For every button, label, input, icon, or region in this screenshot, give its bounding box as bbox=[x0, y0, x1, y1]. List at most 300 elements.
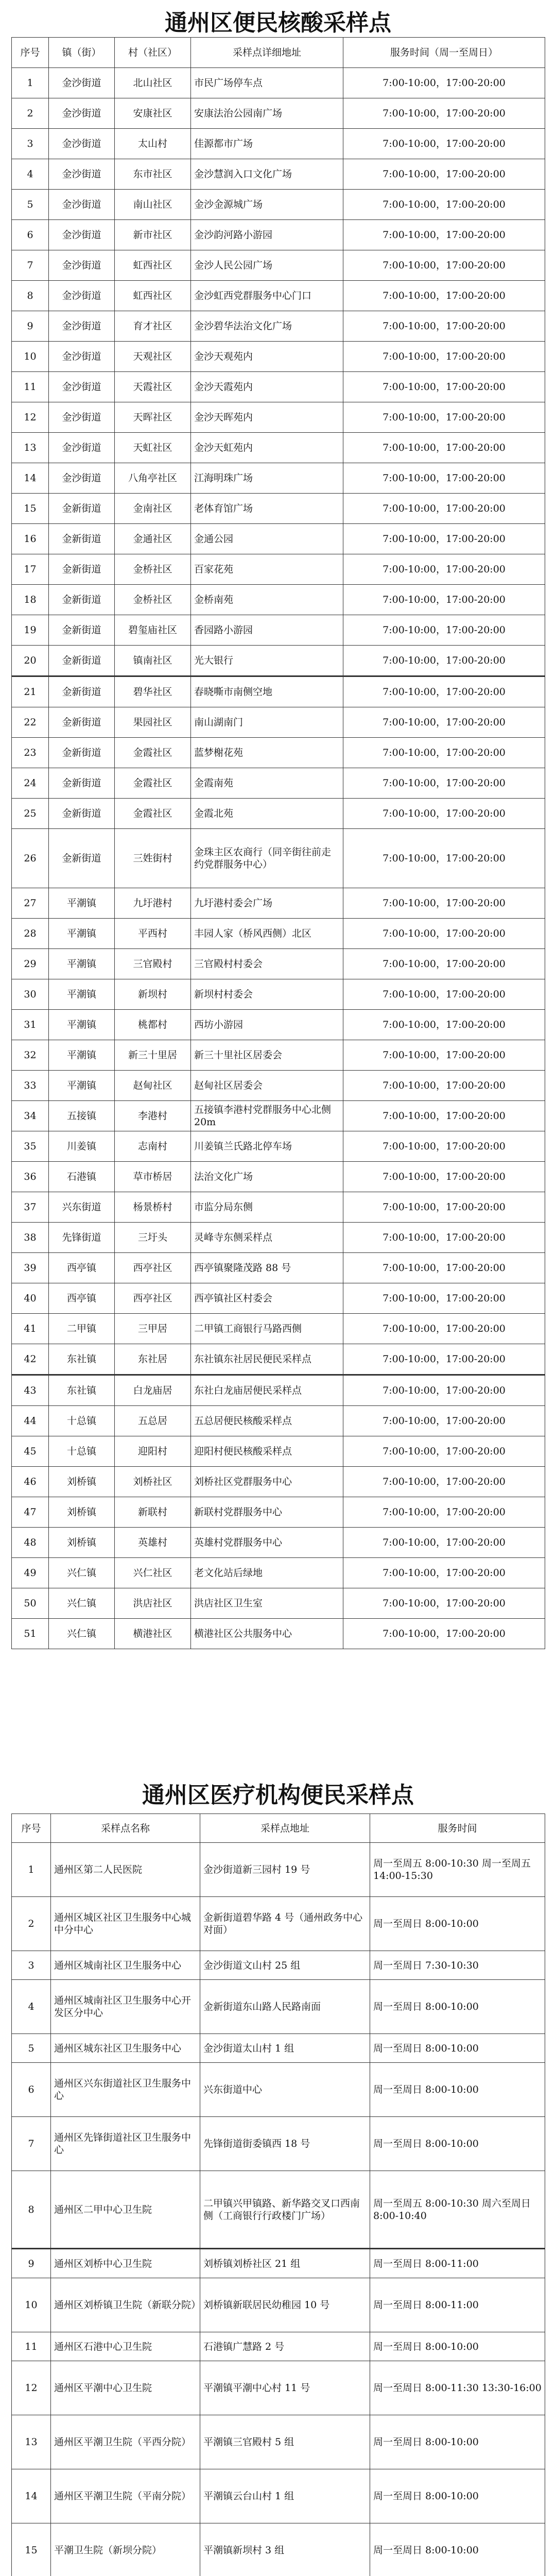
table-cell: 东社白龙庙居便民采样点 bbox=[191, 1375, 343, 1406]
table-cell: 平潮卫生院（新坝分院） bbox=[51, 2523, 200, 2576]
table-cell: 金新街道 bbox=[49, 646, 115, 676]
table-row bbox=[12, 250, 545, 281]
table-cell: 西亭社区 bbox=[115, 1253, 191, 1283]
table-row bbox=[12, 159, 545, 190]
table-cell: 二甲镇 bbox=[49, 1314, 115, 1344]
table-cell: 金沙人民公园广场 bbox=[191, 250, 343, 281]
table-cell: 7:00-10:00，17:00-20:00 bbox=[343, 159, 545, 190]
table-cell: 平潮镇 bbox=[49, 888, 115, 919]
table-cell: 金沙虹西党群服务中心门口 bbox=[191, 281, 343, 311]
table-cell: 5 bbox=[12, 2034, 51, 2063]
column-header: 采样点详细地址 bbox=[191, 38, 343, 68]
table-cell: 十总镇 bbox=[49, 1436, 115, 1467]
table-cell: 安康法治公园南广场 bbox=[191, 98, 343, 129]
table-cell: 西亭镇 bbox=[49, 1283, 115, 1314]
table-cell: 48 bbox=[12, 1528, 49, 1558]
table-cell: 7:00-10:00，17:00-20:00 bbox=[343, 402, 545, 433]
table-cell: 17 bbox=[12, 554, 49, 585]
table-cell: 洪店社区 bbox=[115, 1588, 191, 1619]
table-cell: 安康社区 bbox=[115, 98, 191, 129]
table-cell: 果园社区 bbox=[115, 707, 191, 738]
table-cell: 通州区城南社区卫生服务中心开发区分中心 bbox=[51, 1980, 200, 2034]
table-cell: 平潮镇平潮中心村 11 号 bbox=[200, 2361, 370, 2415]
table-cell: 金沙慧润入口文化广场 bbox=[191, 159, 343, 190]
table-cell: 北山社区 bbox=[115, 68, 191, 98]
table-cell: 兴仁镇 bbox=[49, 1619, 115, 1649]
table-cell: 育才社区 bbox=[115, 311, 191, 342]
table-cell: 2 bbox=[12, 1897, 51, 1951]
table-cell: 通州区刘桥镇卫生院（新联分院） bbox=[51, 2278, 200, 2332]
table-cell: 7:00-10:00，17:00-20:00 bbox=[343, 829, 545, 888]
table-cell: 蓝梦榭花苑 bbox=[191, 738, 343, 768]
table-cell: 7:00-10:00，17:00-20:00 bbox=[343, 949, 545, 979]
table-cell: 1 bbox=[12, 1843, 51, 1897]
table-cell: 金沙街道 bbox=[49, 129, 115, 159]
table-cell: 7:00-10:00，17:00-20:00 bbox=[343, 342, 545, 372]
table-cell: 金霞社区 bbox=[115, 738, 191, 768]
table-cell: 7:00-10:00，17:00-20:00 bbox=[343, 919, 545, 949]
table-cell: 8 bbox=[12, 281, 49, 311]
table-cell: 金沙街道 bbox=[49, 98, 115, 129]
table-cell: 南山社区 bbox=[115, 190, 191, 220]
table-row bbox=[12, 1375, 545, 1406]
table-cell: 英雄村党群服务中心 bbox=[191, 1528, 343, 1558]
table-cell: 金沙天霞苑内 bbox=[191, 372, 343, 402]
table-cell: 39 bbox=[12, 1253, 49, 1283]
table-row bbox=[12, 1497, 545, 1528]
table-cell: 天虹社区 bbox=[115, 433, 191, 463]
table-row bbox=[12, 1192, 545, 1223]
table-cell: 金新街道 bbox=[49, 615, 115, 646]
table-cell: 市民广场停车点 bbox=[191, 68, 343, 98]
table-cell: 东市社区 bbox=[115, 159, 191, 190]
table-row bbox=[12, 1951, 545, 1980]
table-cell: 通州区先锋街道社区卫生服务中心 bbox=[51, 2117, 200, 2171]
table-cell: 刘桥社区 bbox=[115, 1467, 191, 1497]
table-cell: 7:00-10:00，17:00-20:00 bbox=[343, 68, 545, 98]
table-cell: 12 bbox=[12, 2361, 51, 2415]
table-cell: 南山湖南门 bbox=[191, 707, 343, 738]
table-cell: 周一至周日 8:00-11:00 bbox=[370, 2278, 545, 2332]
table-row bbox=[12, 919, 545, 949]
table-cell: 东社镇东社居民便民采样点 bbox=[191, 1344, 343, 1375]
table-cell: 迎阳村 bbox=[115, 1436, 191, 1467]
table-row bbox=[12, 463, 545, 494]
table-cell: 刘桥镇 bbox=[49, 1467, 115, 1497]
table-cell: 志南村 bbox=[115, 1131, 191, 1162]
table-cell: 7:00-10:00，17:00-20:00 bbox=[343, 1131, 545, 1162]
table-cell: 金沙街道太山村 1 组 bbox=[200, 2034, 370, 2063]
table-cell: 7:00-10:00，17:00-20:00 bbox=[343, 1283, 545, 1314]
table-cell: 11 bbox=[12, 2332, 51, 2361]
table-cell: 老文化站后绿地 bbox=[191, 1558, 343, 1588]
table-cell: 兴仁镇 bbox=[49, 1588, 115, 1619]
table-cell: 3 bbox=[12, 1951, 51, 1980]
table-cell: 7:00-10:00，17:00-20:00 bbox=[343, 676, 545, 707]
table-cell: 7:00-10:00，17:00-20:00 bbox=[343, 524, 545, 554]
table-cell: 13 bbox=[12, 433, 49, 463]
table-row bbox=[12, 1467, 545, 1497]
table-cell: 老体育馆广场 bbox=[191, 494, 343, 524]
table-cell: 7:00-10:00，17:00-20:00 bbox=[343, 1375, 545, 1406]
table-row bbox=[12, 1283, 545, 1314]
table-cell: 1 bbox=[12, 68, 49, 98]
table-cell: 白龙庙居 bbox=[115, 1375, 191, 1406]
table-cell: 14 bbox=[12, 463, 49, 494]
table-cell: 金沙街道 bbox=[49, 463, 115, 494]
table-cell: 横港社区 bbox=[115, 1619, 191, 1649]
table-row bbox=[12, 190, 545, 220]
table-cell: 7:00-10:00，17:00-20:00 bbox=[343, 1467, 545, 1497]
table-cell: 7:00-10:00，17:00-20:00 bbox=[343, 1010, 545, 1040]
table-cell: 光大银行 bbox=[191, 646, 343, 676]
table-cell: 36 bbox=[12, 1162, 49, 1192]
table-cell: 金沙天观苑内 bbox=[191, 342, 343, 372]
table-cell: 平潮镇 bbox=[49, 979, 115, 1010]
table-cell: 虹西社区 bbox=[115, 250, 191, 281]
table-cell: 金新街道 bbox=[49, 738, 115, 768]
table-cell: 周一至周日 8:00-10:00 bbox=[370, 2415, 545, 2469]
table-cell: 金南社区 bbox=[115, 494, 191, 524]
table-cell: 金通社区 bbox=[115, 524, 191, 554]
table-cell: 44 bbox=[12, 1406, 49, 1436]
table-cell: 西坊小游园 bbox=[191, 1010, 343, 1040]
table-cell: 金沙碧华法治文化广场 bbox=[191, 311, 343, 342]
table-cell: 金沙街道文山村 25 组 bbox=[200, 1951, 370, 1980]
table-cell: 7:00-10:00，17:00-20:00 bbox=[343, 1223, 545, 1253]
table-row bbox=[12, 2117, 545, 2171]
table-cell: 7:00-10:00，17:00-20:00 bbox=[343, 433, 545, 463]
table-cell: 33 bbox=[12, 1071, 49, 1101]
table-cell: 新市社区 bbox=[115, 220, 191, 250]
table-cell: 金霞北苑 bbox=[191, 799, 343, 829]
table-cell: 31 bbox=[12, 1010, 49, 1040]
table-cell: 周一至周日 8:00-10:00 bbox=[370, 1897, 545, 1951]
table-cell: 金沙韵河路小游园 bbox=[191, 220, 343, 250]
table-cell: 5 bbox=[12, 190, 49, 220]
table-cell: 金沙街道 bbox=[49, 220, 115, 250]
table-cell: 五总居便民核酸采样点 bbox=[191, 1406, 343, 1436]
table-row bbox=[12, 402, 545, 433]
table-cell: 7:00-10:00，17:00-20:00 bbox=[343, 220, 545, 250]
table-row bbox=[12, 1588, 545, 1619]
table-cell: 八角亭社区 bbox=[115, 463, 191, 494]
table-cell: 周一至周日 8:00-10:00 bbox=[370, 2523, 545, 2576]
table-cell: 三圩头 bbox=[115, 1223, 191, 1253]
table-cell: 西亭镇 bbox=[49, 1253, 115, 1283]
table-cell: 16 bbox=[12, 524, 49, 554]
table-cell: 平潮镇 bbox=[49, 919, 115, 949]
table-row bbox=[12, 98, 545, 129]
column-header: 采样点名称 bbox=[51, 1814, 200, 1843]
table-cell: 周一至周五 8:00-10:30 周六至周日 8:00-10:40 bbox=[370, 2171, 545, 2249]
table-cell: 东社居 bbox=[115, 1344, 191, 1375]
table-cell: 刘桥镇 bbox=[49, 1528, 115, 1558]
table-cell: 23 bbox=[12, 738, 49, 768]
table-row bbox=[12, 311, 545, 342]
table-cell: 先锋街道 bbox=[49, 1223, 115, 1253]
table-cell: 石港镇 bbox=[49, 1162, 115, 1192]
table-cell: 周一至周日 8:00-11:30 13:30-16:00 bbox=[370, 2361, 545, 2415]
table-cell: 7:00-10:00，17:00-20:00 bbox=[343, 190, 545, 220]
table-row bbox=[12, 1010, 545, 1040]
section3-title bbox=[0, 2570, 556, 2576]
table-cell: 6 bbox=[12, 2063, 51, 2117]
table-row bbox=[12, 2034, 545, 2063]
table-cell: 7:00-10:00，17:00-20:00 bbox=[343, 1162, 545, 1192]
table-cell: 西亭社区 bbox=[115, 1283, 191, 1314]
table-row bbox=[12, 1897, 545, 1951]
table-cell: 平西村 bbox=[115, 919, 191, 949]
table-row bbox=[12, 2278, 545, 2332]
table-cell: 平潮镇云台山村 1 组 bbox=[200, 2469, 370, 2523]
table-cell: 金沙街道 bbox=[49, 159, 115, 190]
table-row bbox=[12, 1558, 545, 1588]
table-cell: 赵甸社区居委会 bbox=[191, 1071, 343, 1101]
table-cell: 35 bbox=[12, 1131, 49, 1162]
table-cell: 三官殿村村委会 bbox=[191, 949, 343, 979]
table-cell: 新联村党群服务中心 bbox=[191, 1497, 343, 1528]
table-cell: 金沙街道新三园村 19 号 bbox=[200, 1843, 370, 1897]
table-cell: 五接镇 bbox=[49, 1101, 115, 1131]
table-row bbox=[12, 220, 545, 250]
table-cell: 10 bbox=[12, 342, 49, 372]
table-cell: 金沙街道 bbox=[49, 342, 115, 372]
table-cell: 金通公园 bbox=[191, 524, 343, 554]
table-cell: 先锋街道街委镇西 18 号 bbox=[200, 2117, 370, 2171]
table-cell: 7:00-10:00，17:00-20:00 bbox=[343, 98, 545, 129]
table-row bbox=[12, 1223, 545, 1253]
table-cell: 桃都村 bbox=[115, 1010, 191, 1040]
table-cell: 周一至周日 7:30-10:30 bbox=[370, 1951, 545, 1980]
table-cell: 50 bbox=[12, 1588, 49, 1619]
table-cell: 西亭镇聚隆茂路 88 号 bbox=[191, 1253, 343, 1283]
table-cell: 12 bbox=[12, 402, 49, 433]
table-cell: 碧玺庙社区 bbox=[115, 615, 191, 646]
table-cell: 东社镇 bbox=[49, 1375, 115, 1406]
table-row bbox=[12, 1162, 545, 1192]
table-row bbox=[12, 1131, 545, 1162]
table-cell: 49 bbox=[12, 1558, 49, 1588]
table-row bbox=[12, 676, 545, 707]
table-cell: 7:00-10:00，17:00-20:00 bbox=[343, 1497, 545, 1528]
table-row bbox=[12, 281, 545, 311]
table-cell: 三甲居 bbox=[115, 1314, 191, 1344]
table-cell: 21 bbox=[12, 676, 49, 707]
table-cell: 7:00-10:00，17:00-20:00 bbox=[343, 1071, 545, 1101]
table-cell: 7:00-10:00，17:00-20:00 bbox=[343, 768, 545, 799]
table-cell: 40 bbox=[12, 1283, 49, 1314]
table-cell: 7:00-10:00，17:00-20:00 bbox=[343, 129, 545, 159]
table-cell: 7:00-10:00，17:00-20:00 bbox=[343, 979, 545, 1010]
table-cell: 金新街道东山路人民路南面 bbox=[200, 1980, 370, 2034]
table-row bbox=[12, 2361, 545, 2415]
table-cell: 15 bbox=[12, 494, 49, 524]
table-cell: 41 bbox=[12, 1314, 49, 1344]
table-cell: 7:00-10:00，17:00-20:00 bbox=[343, 1040, 545, 1071]
table-cell: 7:00-10:00，17:00-20:00 bbox=[343, 281, 545, 311]
table-cell: 横港社区公共服务中心 bbox=[191, 1619, 343, 1649]
table-cell: 7:00-10:00，17:00-20:00 bbox=[343, 494, 545, 524]
table-cell: 金霞社区 bbox=[115, 768, 191, 799]
table-row bbox=[12, 2332, 545, 2361]
table-cell: 7:00-10:00，17:00-20:00 bbox=[343, 1344, 545, 1375]
table-cell: 刘桥镇 bbox=[49, 1497, 115, 1528]
table-cell: 金沙天虹苑内 bbox=[191, 433, 343, 463]
table-row bbox=[12, 646, 545, 676]
table-cell: 九圩港村 bbox=[115, 888, 191, 919]
table-cell: 三官殿村 bbox=[115, 949, 191, 979]
table-cell: 通州区城东社区卫生服务中心 bbox=[51, 2034, 200, 2063]
table-row bbox=[12, 554, 545, 585]
table-cell: 通州区平潮卫生院（平南分院） bbox=[51, 2469, 200, 2523]
table-cell: 新三十里社区居委会 bbox=[191, 1040, 343, 1071]
table-cell: 平潮镇三官殿村 5 组 bbox=[200, 2415, 370, 2469]
column-header: 镇（街） bbox=[49, 38, 115, 68]
table-cell: 18 bbox=[12, 585, 49, 615]
table-cell: 金新街道 bbox=[49, 494, 115, 524]
table-cell: 平潮镇新坝村 3 组 bbox=[200, 2523, 370, 2576]
table-cell: 4 bbox=[12, 159, 49, 190]
table-cell: 金桥社区 bbox=[115, 585, 191, 615]
table-cell: 川姜镇 bbox=[49, 1131, 115, 1162]
column-header: 服务时间（周一至周日） bbox=[343, 38, 545, 68]
table-cell: 天观社区 bbox=[115, 342, 191, 372]
table-cell: 赵甸社区 bbox=[115, 1071, 191, 1101]
table-row bbox=[12, 68, 545, 98]
table-cell: 9 bbox=[12, 2249, 51, 2278]
table-cell: 李港村 bbox=[115, 1101, 191, 1131]
table-row bbox=[12, 799, 545, 829]
table-cell: 春晓嘶市南侧空地 bbox=[191, 676, 343, 707]
table-row bbox=[12, 2415, 545, 2469]
table-row bbox=[12, 979, 545, 1010]
table-cell: 13 bbox=[12, 2415, 51, 2469]
table-cell: 27 bbox=[12, 888, 49, 919]
table-cell: 刘桥镇新联居民幼稚园 10 号 bbox=[200, 2278, 370, 2332]
table-cell: 兴仁社区 bbox=[115, 1558, 191, 1588]
sampling-points-table bbox=[11, 37, 545, 1649]
table-cell: 7:00-10:00，17:00-20:00 bbox=[343, 1558, 545, 1588]
table-cell: 7:00-10:00，17:00-20:00 bbox=[343, 311, 545, 342]
table-cell: 金新街道碧华路 4 号（通州政务中心对面） bbox=[200, 1897, 370, 1951]
table-cell: 金桥南苑 bbox=[191, 585, 343, 615]
table-row bbox=[12, 1436, 545, 1467]
table-cell: 32 bbox=[12, 1040, 49, 1071]
table-row bbox=[12, 1253, 545, 1283]
table-row bbox=[12, 1314, 545, 1344]
table-cell: 洪店社区卫生室 bbox=[191, 1588, 343, 1619]
table-cell: 碧华社区 bbox=[115, 676, 191, 707]
section1-title: 通州区便民核酸采样点 bbox=[165, 10, 391, 36]
table-cell: 周一至周日 8:00-11:00 bbox=[370, 2249, 545, 2278]
table-cell: 五总居 bbox=[115, 1406, 191, 1436]
table-row bbox=[12, 1406, 545, 1436]
table-cell: 28 bbox=[12, 919, 49, 949]
table-row bbox=[12, 433, 545, 463]
table-cell: 兴仁镇 bbox=[49, 1558, 115, 1588]
table-cell: 金霞社区 bbox=[115, 799, 191, 829]
table-cell: 金新街道 bbox=[49, 799, 115, 829]
table-cell: 8 bbox=[12, 2171, 51, 2249]
table-row bbox=[12, 494, 545, 524]
table-cell: 2 bbox=[12, 98, 49, 129]
table-cell: 10 bbox=[12, 2278, 51, 2332]
table-cell: 4 bbox=[12, 1980, 51, 2034]
table-cell: 43 bbox=[12, 1375, 49, 1406]
table-cell: 7:00-10:00，17:00-20:00 bbox=[343, 250, 545, 281]
table-cell: 7:00-10:00，17:00-20:00 bbox=[343, 585, 545, 615]
table-row bbox=[12, 1619, 545, 1649]
table-cell: 7:00-10:00，17:00-20:00 bbox=[343, 646, 545, 676]
table-row bbox=[12, 2063, 545, 2117]
table-row bbox=[12, 1528, 545, 1558]
table-cell: 西亭镇社区村委会 bbox=[191, 1283, 343, 1314]
table-row bbox=[12, 2523, 545, 2576]
table-cell: 9 bbox=[12, 311, 49, 342]
table-cell: 34 bbox=[12, 1101, 49, 1131]
table-cell: 46 bbox=[12, 1467, 49, 1497]
table-cell: 灵峰寺东侧采样点 bbox=[191, 1223, 343, 1253]
table-cell: 平潮镇 bbox=[49, 1010, 115, 1040]
table-cell: 金沙街道 bbox=[49, 190, 115, 220]
table-cell: 金桥社区 bbox=[115, 554, 191, 585]
table-cell: 通州区二甲中心卫生院 bbox=[51, 2171, 200, 2249]
table-cell: 金沙街道 bbox=[49, 311, 115, 342]
table-row bbox=[12, 372, 545, 402]
table-row bbox=[12, 1071, 545, 1101]
table-cell: 新坝村 bbox=[115, 979, 191, 1010]
table-cell: 周一至周日 8:00-10:00 bbox=[370, 2469, 545, 2523]
table-cell: 二甲镇工商银行马路西侧 bbox=[191, 1314, 343, 1344]
table-cell: 通州区城南社区卫生服务中心 bbox=[51, 1951, 200, 1980]
table-cell: 通州区刘桥中心卫生院 bbox=[51, 2249, 200, 2278]
table-cell: 7:00-10:00，17:00-20:00 bbox=[343, 1406, 545, 1436]
table-cell: 周一至周日 8:00-10:00 bbox=[370, 2117, 545, 2171]
table-cell: 45 bbox=[12, 1436, 49, 1467]
table-row bbox=[12, 585, 545, 615]
table-cell: 金沙街道 bbox=[49, 281, 115, 311]
table-cell: 金沙街道 bbox=[49, 68, 115, 98]
table-cell: 7:00-10:00，17:00-20:00 bbox=[343, 463, 545, 494]
table-cell: 24 bbox=[12, 768, 49, 799]
table-row bbox=[12, 707, 545, 738]
table-cell: 三姓街村 bbox=[115, 829, 191, 888]
column-header: 序号 bbox=[12, 1814, 51, 1843]
table-cell: 25 bbox=[12, 799, 49, 829]
table-cell: 通州区平潮中心卫生院 bbox=[51, 2361, 200, 2415]
table-cell: 川姜镇兰氏路北停车场 bbox=[191, 1131, 343, 1162]
table-cell: 市监分局东侧 bbox=[191, 1192, 343, 1223]
table-cell: 虹西社区 bbox=[115, 281, 191, 311]
column-header: 序号 bbox=[12, 38, 49, 68]
table-cell: 东社镇 bbox=[49, 1344, 115, 1375]
table-cell: 江海明珠广场 bbox=[191, 463, 343, 494]
table-cell: 香园路小游园 bbox=[191, 615, 343, 646]
table-cell: 7:00-10:00，17:00-20:00 bbox=[343, 738, 545, 768]
table-cell: 通州区平潮卫生院（平西分院） bbox=[51, 2415, 200, 2469]
table-cell: 金新街道 bbox=[49, 829, 115, 888]
table-row bbox=[12, 2249, 545, 2278]
table-cell: 通州区第二人民医院 bbox=[51, 1843, 200, 1897]
table-cell: 新坝村村委会 bbox=[191, 979, 343, 1010]
table-row bbox=[12, 2171, 545, 2249]
table-row bbox=[12, 768, 545, 799]
table-cell: 金沙街道 bbox=[49, 372, 115, 402]
table-header-row bbox=[12, 1814, 545, 1843]
table-cell: 37 bbox=[12, 1192, 49, 1223]
table-cell: 周一至周日 8:00-10:00 bbox=[370, 1980, 545, 2034]
